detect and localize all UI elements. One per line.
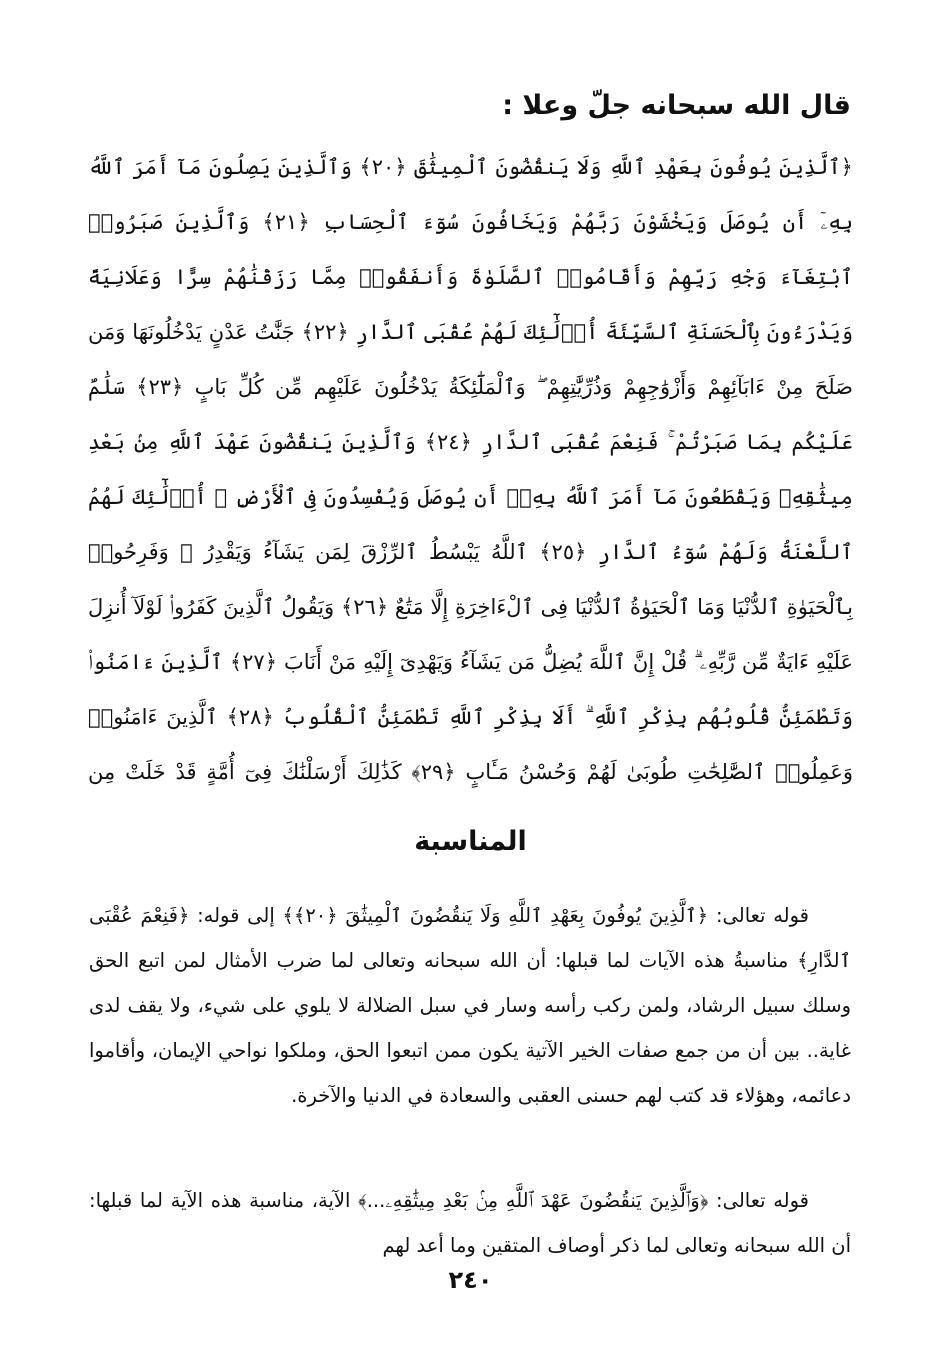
commentary-paragraph-2: قوله تعالى: ﴿وَٱلَّذِينَ يَنقُضُونَ عَهْدَ ٱللَّهِ مِنۢ بَعْدِ مِيثَٰقِهِۦ...﴾ الآية، مناسبة هذه الآية لما قبلها: أن الله سبحانه وتعالى لما ذكر أوصاف المتقين وما أعد لهم bbox=[89, 1188, 851, 1257]
quran-verses-block: ﴿ٱلَّذِينَ يُوفُونَ بِعَهْدِ ٱللَّهِ وَلَا يَنقُضُونَ ٱلْمِيثَٰقَ ﴿٢٠﴾ وَٱلَّذِينَ يَصِلُونَ مَآ أَمَرَ ٱللَّهُ بِهِۦٓ أَن يُوصَلَ وَيَخْشَوْنَ رَبَّهُمْ وَيَخَافُونَ سُوٓءَ ٱلْحِسَابِ ﴿٢١﴾ وَٱلَّذِينَ صَبَرُوا۟ ٱبْتِغَآءَ وَجْهِ رَبِّهِمْ وَأَقَامُوا۟ ٱلصَّلَوٰةَ وَأَنفَقُوا۟ مِمَّا رَزَقْنَٰهُمْ سِرًّا وَعَلَانِيَةً وَيَدْرَءُونَ بِٱلْحَسَنَةِ ٱلسَّيِّئَةَ أُو۟لَٰٓئِكَ لَهُمْ عُقْبَى ٱلدَّارِ ﴿٢٢﴾ جَنَّٰتُ عَدْنٍ يَدْخُلُونَهَا وَمَن صَلَحَ مِنْ ءَابَآئِهِمْ وَأَزْوَٰجِهِمْ وَذُرِّيَّٰتِهِمْ ۖ وَٱلْمَلَٰٓئِكَةُ يَدْخُلُونَ عَلَيْهِم مِّن كُلِّ بَابٍ ﴿٢٣﴾ سَلَٰمٌ عَلَيْكُم بِمَا صَبَرْتُمْ ۚ فَنِعْمَ عُقْبَى ٱلدَّارِ ﴿٢٤﴾ وَٱلَّذِينَ يَنقُضُونَ عَهْدَ ٱللَّهِ مِنۢ بَعْدِ مِيثَٰقِهِۦ وَيَقْطَعُونَ مَآ أَمَرَ ٱللَّهُ بِهِۦٓ أَن يُوصَلَ وَيُفْسِدُونَ فِى ٱلْأَرْضِ ۙ أُو۟لَٰٓئِكَ لَهُمُ ٱللَّعْنَةُ وَلَهُمْ سُوٓءُ ٱلدَّارِ ﴿٢٥﴾ ٱللَّهُ يَبْسُطُ ٱلرِّزْقَ لِمَن يَشَآءُ وَيَقْدِرُ ۚ وَفَرِحُوا۟ بِٱلْحَيَوٰةِ ٱلدُّنْيَا وَمَا ٱلْحَيَوٰةُ ٱلدُّنْيَا فِى ٱلْءَاخِرَةِ إِلَّا مَتَٰعٌ ﴿٢٦﴾ وَيَقُولُ ٱلَّذِينَ كَفَرُوا۟ لَوْلَآ أُنزِلَ عَلَيْهِ ءَايَةٌ مِّن رَّبِّهِۦ ۗ قُلْ إِنَّ ٱللَّهَ يُضِلُّ مَن يَشَآءُ وَيَهْدِىٓ إِلَيْهِ مَنْ أَنَابَ ﴿٢٧﴾ ٱلَّذِينَ ءَامَنُوا۟ وَتَطْمَئِنُّ قُلُوبُهُم بِذِكْرِ ٱللَّهِ ۗ أَلَا بِذِكْرِ ٱللَّهِ تَطْمَئِنُّ ٱلْقُلُوبُ ﴿٢٨﴾ ٱلَّذِينَ ءَامَنُوا۟ وَعَمِلُوا۟ ٱلصَّٰلِحَٰتِ طُوبَىٰ لَهُمْ وَحُسْنُ مَـَٔابٍ ﴿٢٩﴾ كَذَٰلِكَ أَرْسَلْنَٰكَ فِىٓ أُمَّةٍ قَدْ خَلَتْ مِن bbox=[88, 155, 853, 784]
section-title: المناسبة bbox=[414, 826, 527, 857]
page-number: ٢٤٠ bbox=[448, 1266, 493, 1294]
passage-heading: قال الله سبحانه جلّ وعلا : bbox=[502, 90, 851, 121]
commentary-paragraph-1: قوله تعالى: ﴿ٱلَّذِينَ يُوفُونَ بِعَهْدِ ٱللَّهِ وَلَا يَنقُضُونَ ٱلْمِيثَٰقَ ﴿٢٠﴾﴾ إلى قوله: ﴿فَنِعْمَ عُقْبَى ٱلدَّارِ﴾ مناسبةُ هذه الآيات لما قبلها: أن الله سبحانه وتعالى لما ضرب الأمثال لمن اتبع الحق وسلك سبيل الرشاد، ولمن ركب رأسه وسار في سبل الضلالة لا يلوي على شيء، ولا يقف لدى غاية.. بين أن من جمع صفات الخير الآتية يكون ممن اتبعوا الحق، وملكوا نواحي الإيمان، وأقاموا دعائمه، وهؤلاء قد كتب لهم حسنى العقبى والسعادة في الدنيا والآخرة. bbox=[89, 903, 851, 1107]
